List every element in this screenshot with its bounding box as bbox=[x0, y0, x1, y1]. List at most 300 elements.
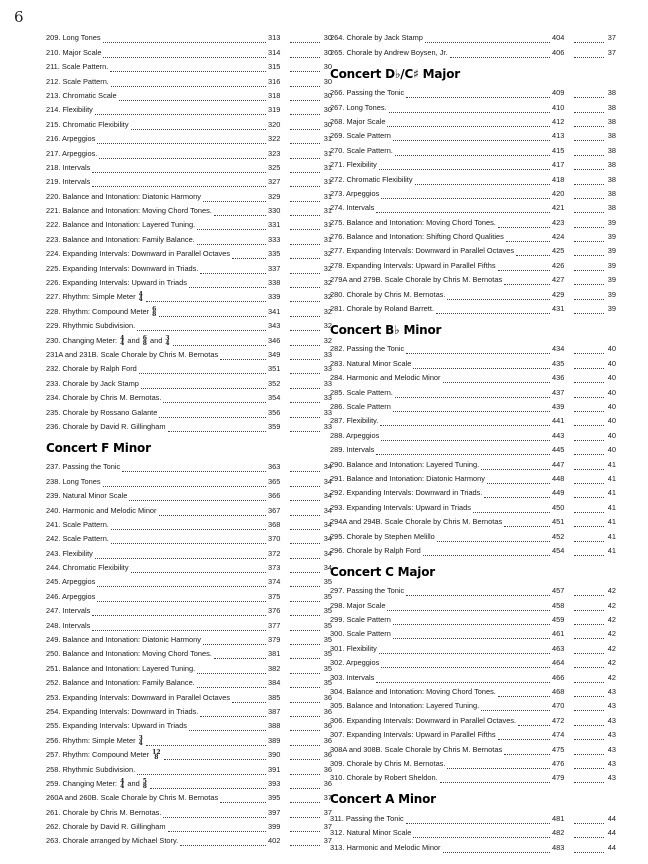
page-ref: 36 bbox=[323, 721, 332, 731]
toc-entry[interactable] bbox=[330, 596, 616, 610]
exercise-number: 425 bbox=[552, 246, 565, 256]
dot-leader bbox=[443, 374, 551, 383]
toc-entry[interactable] bbox=[46, 472, 332, 486]
entry-title: 209. Long Tones bbox=[46, 33, 101, 43]
toc-entry[interactable] bbox=[46, 573, 332, 587]
exercise-number: 445 bbox=[552, 445, 565, 455]
dot-leader bbox=[122, 463, 266, 472]
entry-title: 287. Flexibility. bbox=[330, 416, 379, 426]
dot-leader bbox=[103, 49, 266, 58]
toc-entry[interactable] bbox=[330, 84, 616, 98]
entry-title: 226. Expanding Intervals: Upward in Triads bbox=[46, 278, 187, 288]
toc-entry[interactable] bbox=[46, 559, 332, 573]
toc-entry[interactable] bbox=[330, 654, 616, 668]
entry-title: 223. Balance and Intonation: Family Balance. bbox=[46, 234, 195, 244]
page-ref: 36 bbox=[323, 764, 332, 774]
entry-title: 229. Rhythmic Subdivision. bbox=[46, 321, 136, 331]
toc-right-column bbox=[330, 29, 616, 853]
exercise-number: 333 bbox=[268, 234, 281, 244]
toc-entry[interactable] bbox=[330, 412, 616, 426]
entry-title: 299. Scale Pattern bbox=[330, 615, 391, 625]
dot-leader bbox=[203, 193, 266, 202]
meter-bottom: 8 bbox=[154, 754, 159, 762]
page-ref: 35 bbox=[323, 606, 332, 616]
exercise-number: 318 bbox=[268, 90, 281, 100]
meter-bottom: 4 bbox=[138, 296, 143, 304]
toc-entry[interactable] bbox=[330, 726, 616, 740]
dot-leader bbox=[443, 844, 551, 853]
toc-entry[interactable] bbox=[330, 213, 616, 227]
toc-entry[interactable] bbox=[330, 156, 616, 170]
dot-leader bbox=[574, 132, 604, 141]
dot-leader bbox=[290, 365, 320, 374]
toc-entry[interactable] bbox=[330, 484, 616, 498]
entry-title: 240. Harmonic and Melodic Minor bbox=[46, 505, 157, 515]
dot-leader bbox=[574, 345, 604, 354]
toc-entry[interactable] bbox=[330, 755, 616, 769]
toc-entry[interactable] bbox=[330, 470, 616, 484]
toc-entry[interactable] bbox=[330, 113, 616, 127]
toc-entry[interactable] bbox=[46, 230, 332, 244]
dot-leader bbox=[574, 659, 604, 668]
toc-entry[interactable] bbox=[330, 683, 616, 697]
page-ref: 35 bbox=[323, 577, 332, 587]
page-ref: 38 bbox=[607, 174, 616, 184]
dot-leader bbox=[379, 161, 550, 170]
page-ref: 38 bbox=[607, 88, 616, 98]
toc-entry[interactable] bbox=[46, 274, 332, 288]
page-ref: 38 bbox=[607, 188, 616, 198]
entry-title: 302. Arpeggios bbox=[330, 658, 380, 668]
page-ref: 39 bbox=[607, 217, 616, 227]
toc-entry[interactable] bbox=[46, 688, 332, 702]
exercise-number: 402 bbox=[268, 836, 281, 846]
entry-title: 258. Rhythmic Subdivision. bbox=[46, 764, 136, 774]
exercise-number: 420 bbox=[552, 188, 565, 198]
page-ref: 43 bbox=[607, 744, 616, 754]
page-ref: 43 bbox=[607, 687, 616, 697]
toc-entry[interactable] bbox=[330, 242, 616, 256]
exercise-number: 319 bbox=[268, 105, 281, 115]
toc-entry[interactable] bbox=[46, 631, 332, 645]
toc-entry[interactable] bbox=[46, 144, 332, 158]
exercise-number: 472 bbox=[552, 715, 565, 725]
dot-leader bbox=[574, 645, 604, 654]
toc-entry[interactable] bbox=[46, 202, 332, 216]
toc-entry[interactable] bbox=[330, 668, 616, 682]
toc-entry[interactable] bbox=[330, 98, 616, 112]
entry-title: 273. Arpeggios bbox=[330, 188, 380, 198]
exercise-number: 388 bbox=[268, 721, 281, 731]
exercise-number: 346 bbox=[268, 335, 281, 345]
dot-leader bbox=[447, 760, 550, 769]
toc-entry[interactable] bbox=[46, 302, 332, 316]
dot-leader bbox=[200, 265, 266, 274]
toc-entry[interactable] bbox=[46, 746, 332, 760]
page-ref: 36 bbox=[323, 750, 332, 760]
dot-leader bbox=[137, 322, 266, 331]
page-ref: 30 bbox=[323, 90, 332, 100]
toc-entry[interactable] bbox=[46, 659, 332, 673]
toc-entry[interactable] bbox=[330, 185, 616, 199]
toc-entry[interactable] bbox=[330, 398, 616, 412]
page-ref: 31 bbox=[323, 148, 332, 158]
dot-leader bbox=[163, 394, 266, 403]
page-ref: 30 bbox=[323, 47, 332, 57]
toc-entry[interactable] bbox=[330, 29, 616, 43]
toc-entry[interactable] bbox=[46, 674, 332, 688]
dot-leader bbox=[97, 578, 266, 587]
dot-leader bbox=[574, 774, 604, 783]
toc-entry[interactable] bbox=[46, 29, 332, 43]
dot-leader bbox=[415, 176, 550, 185]
toc-entry[interactable] bbox=[330, 582, 616, 596]
exercise-number: 457 bbox=[552, 586, 565, 596]
toc-entry[interactable] bbox=[46, 832, 332, 846]
toc-entry[interactable] bbox=[46, 346, 332, 360]
toc-entry[interactable] bbox=[46, 389, 332, 403]
exercise-number: 384 bbox=[268, 678, 281, 688]
page-ref: 40 bbox=[607, 401, 616, 411]
entry-title: 249. Balance and Intonation: Diatonic Harmony bbox=[46, 635, 201, 645]
toc-entry[interactable] bbox=[330, 340, 616, 354]
toc-entry[interactable] bbox=[330, 711, 616, 725]
entry-title: 308A and 308B. Scale Chorale by Chris M. Bernotas bbox=[330, 744, 503, 754]
toc-entry[interactable] bbox=[46, 360, 332, 374]
toc-entry[interactable] bbox=[46, 803, 332, 817]
dot-leader bbox=[103, 478, 266, 487]
dot-leader bbox=[197, 679, 266, 688]
dot-leader bbox=[574, 403, 604, 412]
entry-title: 247. Intervals bbox=[46, 606, 91, 616]
entry-title: 266. Passing the Tonic bbox=[330, 88, 405, 98]
dot-leader bbox=[437, 533, 550, 542]
dot-leader bbox=[103, 34, 266, 43]
dot-leader bbox=[137, 766, 266, 775]
entry-title: 296. Chorale by Ralph Ford bbox=[330, 545, 421, 555]
entry-title: 275. Balance and Intonation: Moving Chord Tones. bbox=[330, 217, 496, 227]
toc-entry[interactable] bbox=[330, 625, 616, 639]
toc-entry[interactable] bbox=[46, 789, 332, 803]
dot-leader bbox=[290, 492, 320, 501]
page-ref: 31 bbox=[323, 177, 332, 187]
toc-entry[interactable] bbox=[330, 441, 616, 455]
dot-leader bbox=[92, 178, 266, 187]
toc-entry[interactable] bbox=[330, 809, 616, 823]
page-ref: 41 bbox=[607, 545, 616, 555]
dot-leader bbox=[290, 221, 320, 230]
toc-entry[interactable] bbox=[46, 259, 332, 273]
page-ref: 31 bbox=[323, 162, 332, 172]
dot-leader bbox=[574, 204, 604, 213]
toc-entry[interactable] bbox=[46, 115, 332, 129]
exercise-number: 418 bbox=[552, 174, 565, 184]
dot-leader bbox=[574, 233, 604, 242]
entry-title: 307. Expanding Intervals: Upward in Parallel Fifths bbox=[330, 730, 496, 740]
toc-entry[interactable] bbox=[330, 542, 616, 556]
toc-group bbox=[330, 340, 616, 556]
exercise-number: 397 bbox=[268, 807, 281, 817]
entry-title: 228. Rhythm: Compound Meter bbox=[46, 306, 150, 316]
dot-leader bbox=[574, 446, 604, 455]
toc-entry[interactable] bbox=[330, 256, 616, 270]
entry-title: 290. Balance and Intonation: Layered Tuning. bbox=[330, 459, 480, 469]
entry-title: 305. Balance and Intonation: Layered Tuning. bbox=[330, 701, 480, 711]
toc-entry[interactable] bbox=[330, 199, 616, 213]
dot-leader bbox=[290, 106, 320, 115]
toc-entry[interactable] bbox=[46, 587, 332, 601]
entry-title: 281. Chorale by Roland Barrett. bbox=[330, 304, 434, 314]
dot-leader bbox=[574, 717, 604, 726]
exercise-number: 373 bbox=[268, 563, 281, 573]
meter-top: 3 bbox=[138, 734, 143, 742]
toc-entry[interactable] bbox=[46, 501, 332, 515]
exercise-number: 323 bbox=[268, 148, 281, 158]
dot-leader bbox=[376, 446, 550, 455]
exercise-number: 370 bbox=[268, 534, 281, 544]
meter-top: 4 bbox=[138, 291, 143, 299]
entry-title: 300. Scale Pattern bbox=[330, 629, 391, 639]
toc-entry[interactable] bbox=[330, 369, 616, 383]
dot-leader bbox=[574, 746, 604, 755]
dot-leader bbox=[574, 118, 604, 127]
exercise-number: 368 bbox=[268, 519, 281, 529]
toc-entry[interactable] bbox=[46, 616, 332, 630]
dot-leader bbox=[574, 374, 604, 383]
toc-entry[interactable] bbox=[46, 760, 332, 774]
exercise-number: 366 bbox=[268, 491, 281, 501]
dot-leader bbox=[290, 636, 320, 645]
dot-leader bbox=[214, 207, 266, 216]
dot-leader bbox=[290, 679, 320, 688]
toc-entry[interactable] bbox=[46, 818, 332, 832]
exercise-number: 391 bbox=[268, 764, 281, 774]
dot-leader bbox=[290, 164, 320, 173]
exercise-number: 335 bbox=[268, 249, 281, 259]
page-ref: 33 bbox=[323, 378, 332, 388]
page-ref: 32 bbox=[323, 335, 332, 345]
entry-title: 303. Intervals bbox=[330, 672, 375, 682]
dot-leader bbox=[131, 121, 266, 130]
toc-entry[interactable] bbox=[330, 300, 616, 314]
entry-title: 225. Expanding Intervals: Downward in Triads. bbox=[46, 263, 199, 273]
entry-title: 232. Chorale by Ralph Ford bbox=[46, 364, 137, 374]
toc-entry[interactable] bbox=[46, 216, 332, 230]
toc-entry[interactable] bbox=[330, 383, 616, 397]
toc-group bbox=[330, 84, 616, 314]
entry-title: 231A and 231B. Scale Chorale by Chris M. Bernotas bbox=[46, 349, 219, 359]
toc-entry[interactable] bbox=[330, 513, 616, 527]
toc-entry[interactable] bbox=[46, 317, 332, 331]
toc-entry[interactable] bbox=[46, 43, 332, 57]
entry-title: 248. Intervals bbox=[46, 620, 91, 630]
exercise-number: 315 bbox=[268, 62, 281, 72]
exercise-number: 448 bbox=[552, 473, 565, 483]
dot-leader bbox=[290, 766, 320, 775]
page-ref: 42 bbox=[607, 586, 616, 596]
page-ref: 31 bbox=[323, 220, 332, 230]
toc-entry[interactable] bbox=[46, 516, 332, 530]
toc-entry[interactable] bbox=[46, 187, 332, 201]
entry-title: 279A and 279B. Scale Chorale by Chris M. Bernotas bbox=[330, 275, 503, 285]
page-ref: 32 bbox=[323, 278, 332, 288]
toc-entry[interactable] bbox=[330, 769, 616, 783]
toc-entry[interactable] bbox=[46, 288, 332, 302]
meter-bottom: 4 bbox=[120, 782, 125, 790]
exercise-number: 459 bbox=[552, 615, 565, 625]
exercise-number: 338 bbox=[268, 278, 281, 288]
toc-entry[interactable] bbox=[330, 426, 616, 440]
toc-entry[interactable] bbox=[46, 544, 332, 558]
page-ref: 43 bbox=[607, 773, 616, 783]
exercise-number: 466 bbox=[552, 672, 565, 682]
dot-leader bbox=[290, 665, 320, 674]
page-ref: 32 bbox=[323, 263, 332, 273]
toc-entry[interactable] bbox=[330, 228, 616, 242]
toc-entry[interactable] bbox=[46, 173, 332, 187]
toc-entry[interactable] bbox=[330, 285, 616, 299]
page-ref: 40 bbox=[607, 416, 616, 426]
dot-leader bbox=[389, 104, 550, 113]
dot-leader bbox=[425, 34, 550, 43]
exercise-number: 343 bbox=[268, 321, 281, 331]
page-ref: 41 bbox=[607, 488, 616, 498]
toc-entry[interactable] bbox=[330, 611, 616, 625]
page-ref: 44 bbox=[607, 842, 616, 852]
toc-entry[interactable] bbox=[330, 838, 616, 852]
exercise-number: 427 bbox=[552, 275, 565, 285]
toc-entry[interactable] bbox=[330, 824, 616, 838]
dot-leader bbox=[99, 150, 266, 159]
page-ref: 39 bbox=[607, 246, 616, 256]
time-signature-icon bbox=[139, 736, 143, 746]
dot-leader bbox=[197, 221, 266, 230]
exercise-number: 461 bbox=[552, 629, 565, 639]
toc-entry[interactable] bbox=[46, 58, 332, 72]
toc-entry[interactable] bbox=[330, 697, 616, 711]
entry-title: 286. Scale Pattern bbox=[330, 401, 391, 411]
exercise-number: 451 bbox=[552, 517, 565, 527]
entry-title: 277. Expanding Intervals: Downward in Parallel Octaves bbox=[330, 246, 515, 256]
toc-entry[interactable] bbox=[46, 645, 332, 659]
dot-leader bbox=[95, 106, 266, 115]
dot-leader bbox=[481, 702, 550, 711]
dot-leader bbox=[473, 504, 550, 513]
toc-entry[interactable] bbox=[46, 458, 332, 472]
dot-leader bbox=[574, 389, 604, 398]
toc-entry[interactable] bbox=[46, 331, 332, 345]
toc-entry[interactable] bbox=[330, 271, 616, 285]
toc-entry[interactable] bbox=[46, 775, 332, 789]
entry-title: 236. Chorale by David R. Gillingham bbox=[46, 421, 166, 431]
toc-entry[interactable] bbox=[46, 87, 332, 101]
exercise-number: 481 bbox=[552, 813, 565, 823]
meter-top: 5 bbox=[142, 777, 147, 785]
toc-entry[interactable] bbox=[46, 418, 332, 432]
section-heading: Concert D♭/C♯ Major bbox=[330, 66, 460, 81]
page-ref: 34 bbox=[323, 462, 332, 472]
dot-leader bbox=[111, 535, 266, 544]
toc-entry[interactable] bbox=[46, 717, 332, 731]
exercise-number: 316 bbox=[268, 76, 281, 86]
toc-entry[interactable] bbox=[46, 530, 332, 544]
page-ref: 44 bbox=[607, 828, 616, 838]
toc-entry[interactable] bbox=[46, 731, 332, 745]
toc-entry[interactable] bbox=[46, 72, 332, 86]
toc-entry[interactable] bbox=[330, 740, 616, 754]
exercise-number: 376 bbox=[268, 606, 281, 616]
toc-entry[interactable] bbox=[330, 170, 616, 184]
entry-title: 216. Arpeggios bbox=[46, 134, 96, 144]
toc-entry[interactable] bbox=[46, 703, 332, 717]
dot-leader bbox=[290, 150, 320, 159]
dot-leader bbox=[290, 737, 320, 746]
dot-leader bbox=[290, 507, 320, 516]
meter-joiner: and bbox=[125, 335, 140, 345]
page-ref: 42 bbox=[607, 643, 616, 653]
toc-entry[interactable] bbox=[46, 602, 332, 616]
dot-leader bbox=[110, 63, 266, 72]
dot-leader bbox=[406, 815, 550, 824]
toc-entry[interactable] bbox=[46, 130, 332, 144]
page-ref: 33 bbox=[323, 421, 332, 431]
toc-entry[interactable] bbox=[330, 141, 616, 155]
dot-leader bbox=[574, 219, 604, 228]
dot-leader bbox=[406, 345, 550, 354]
toc-entry[interactable] bbox=[46, 487, 332, 501]
toc-entry[interactable] bbox=[46, 159, 332, 173]
toc-entry[interactable] bbox=[330, 527, 616, 541]
dot-leader bbox=[387, 602, 550, 611]
toc-entry[interactable] bbox=[330, 639, 616, 653]
page-ref: 43 bbox=[607, 715, 616, 725]
toc-entry[interactable] bbox=[330, 43, 616, 57]
toc-entry[interactable] bbox=[330, 354, 616, 368]
page-ref: 40 bbox=[607, 430, 616, 440]
meter-top: 6 bbox=[142, 334, 147, 342]
entry-title: 306. Expanding Intervals: Downward in Parallel Octaves. bbox=[330, 715, 517, 725]
meter-bottom: 4 bbox=[138, 739, 143, 747]
toc-entry[interactable] bbox=[46, 101, 332, 115]
exercise-number: 447 bbox=[552, 459, 565, 469]
dot-leader bbox=[290, 351, 320, 360]
toc-entry[interactable] bbox=[46, 245, 332, 259]
page-ref: 30 bbox=[323, 76, 332, 86]
entry-title: 284. Harmonic and Melodic Minor bbox=[330, 373, 441, 383]
page-ref: 39 bbox=[607, 260, 616, 270]
time-signature-icon bbox=[120, 779, 124, 789]
dot-leader bbox=[232, 694, 266, 703]
page-ref: 42 bbox=[607, 615, 616, 625]
dot-leader bbox=[290, 193, 320, 202]
exercise-number: 424 bbox=[552, 232, 565, 242]
dot-leader bbox=[203, 636, 266, 645]
dot-leader bbox=[450, 49, 551, 58]
dot-leader bbox=[290, 607, 320, 616]
time-signature-icon bbox=[152, 307, 156, 317]
toc-entry[interactable] bbox=[46, 374, 332, 388]
toc-entry[interactable] bbox=[330, 498, 616, 512]
toc-entry[interactable] bbox=[46, 403, 332, 417]
exercise-number: 352 bbox=[268, 378, 281, 388]
entry-title: 297. Passing the Tonic bbox=[330, 586, 405, 596]
toc-entry[interactable] bbox=[330, 455, 616, 469]
page-ref: 38 bbox=[607, 116, 616, 126]
meter-joiner: and bbox=[125, 778, 140, 788]
page-ref: 36 bbox=[323, 692, 332, 702]
dot-leader bbox=[159, 308, 266, 317]
toc-entry[interactable] bbox=[330, 127, 616, 141]
